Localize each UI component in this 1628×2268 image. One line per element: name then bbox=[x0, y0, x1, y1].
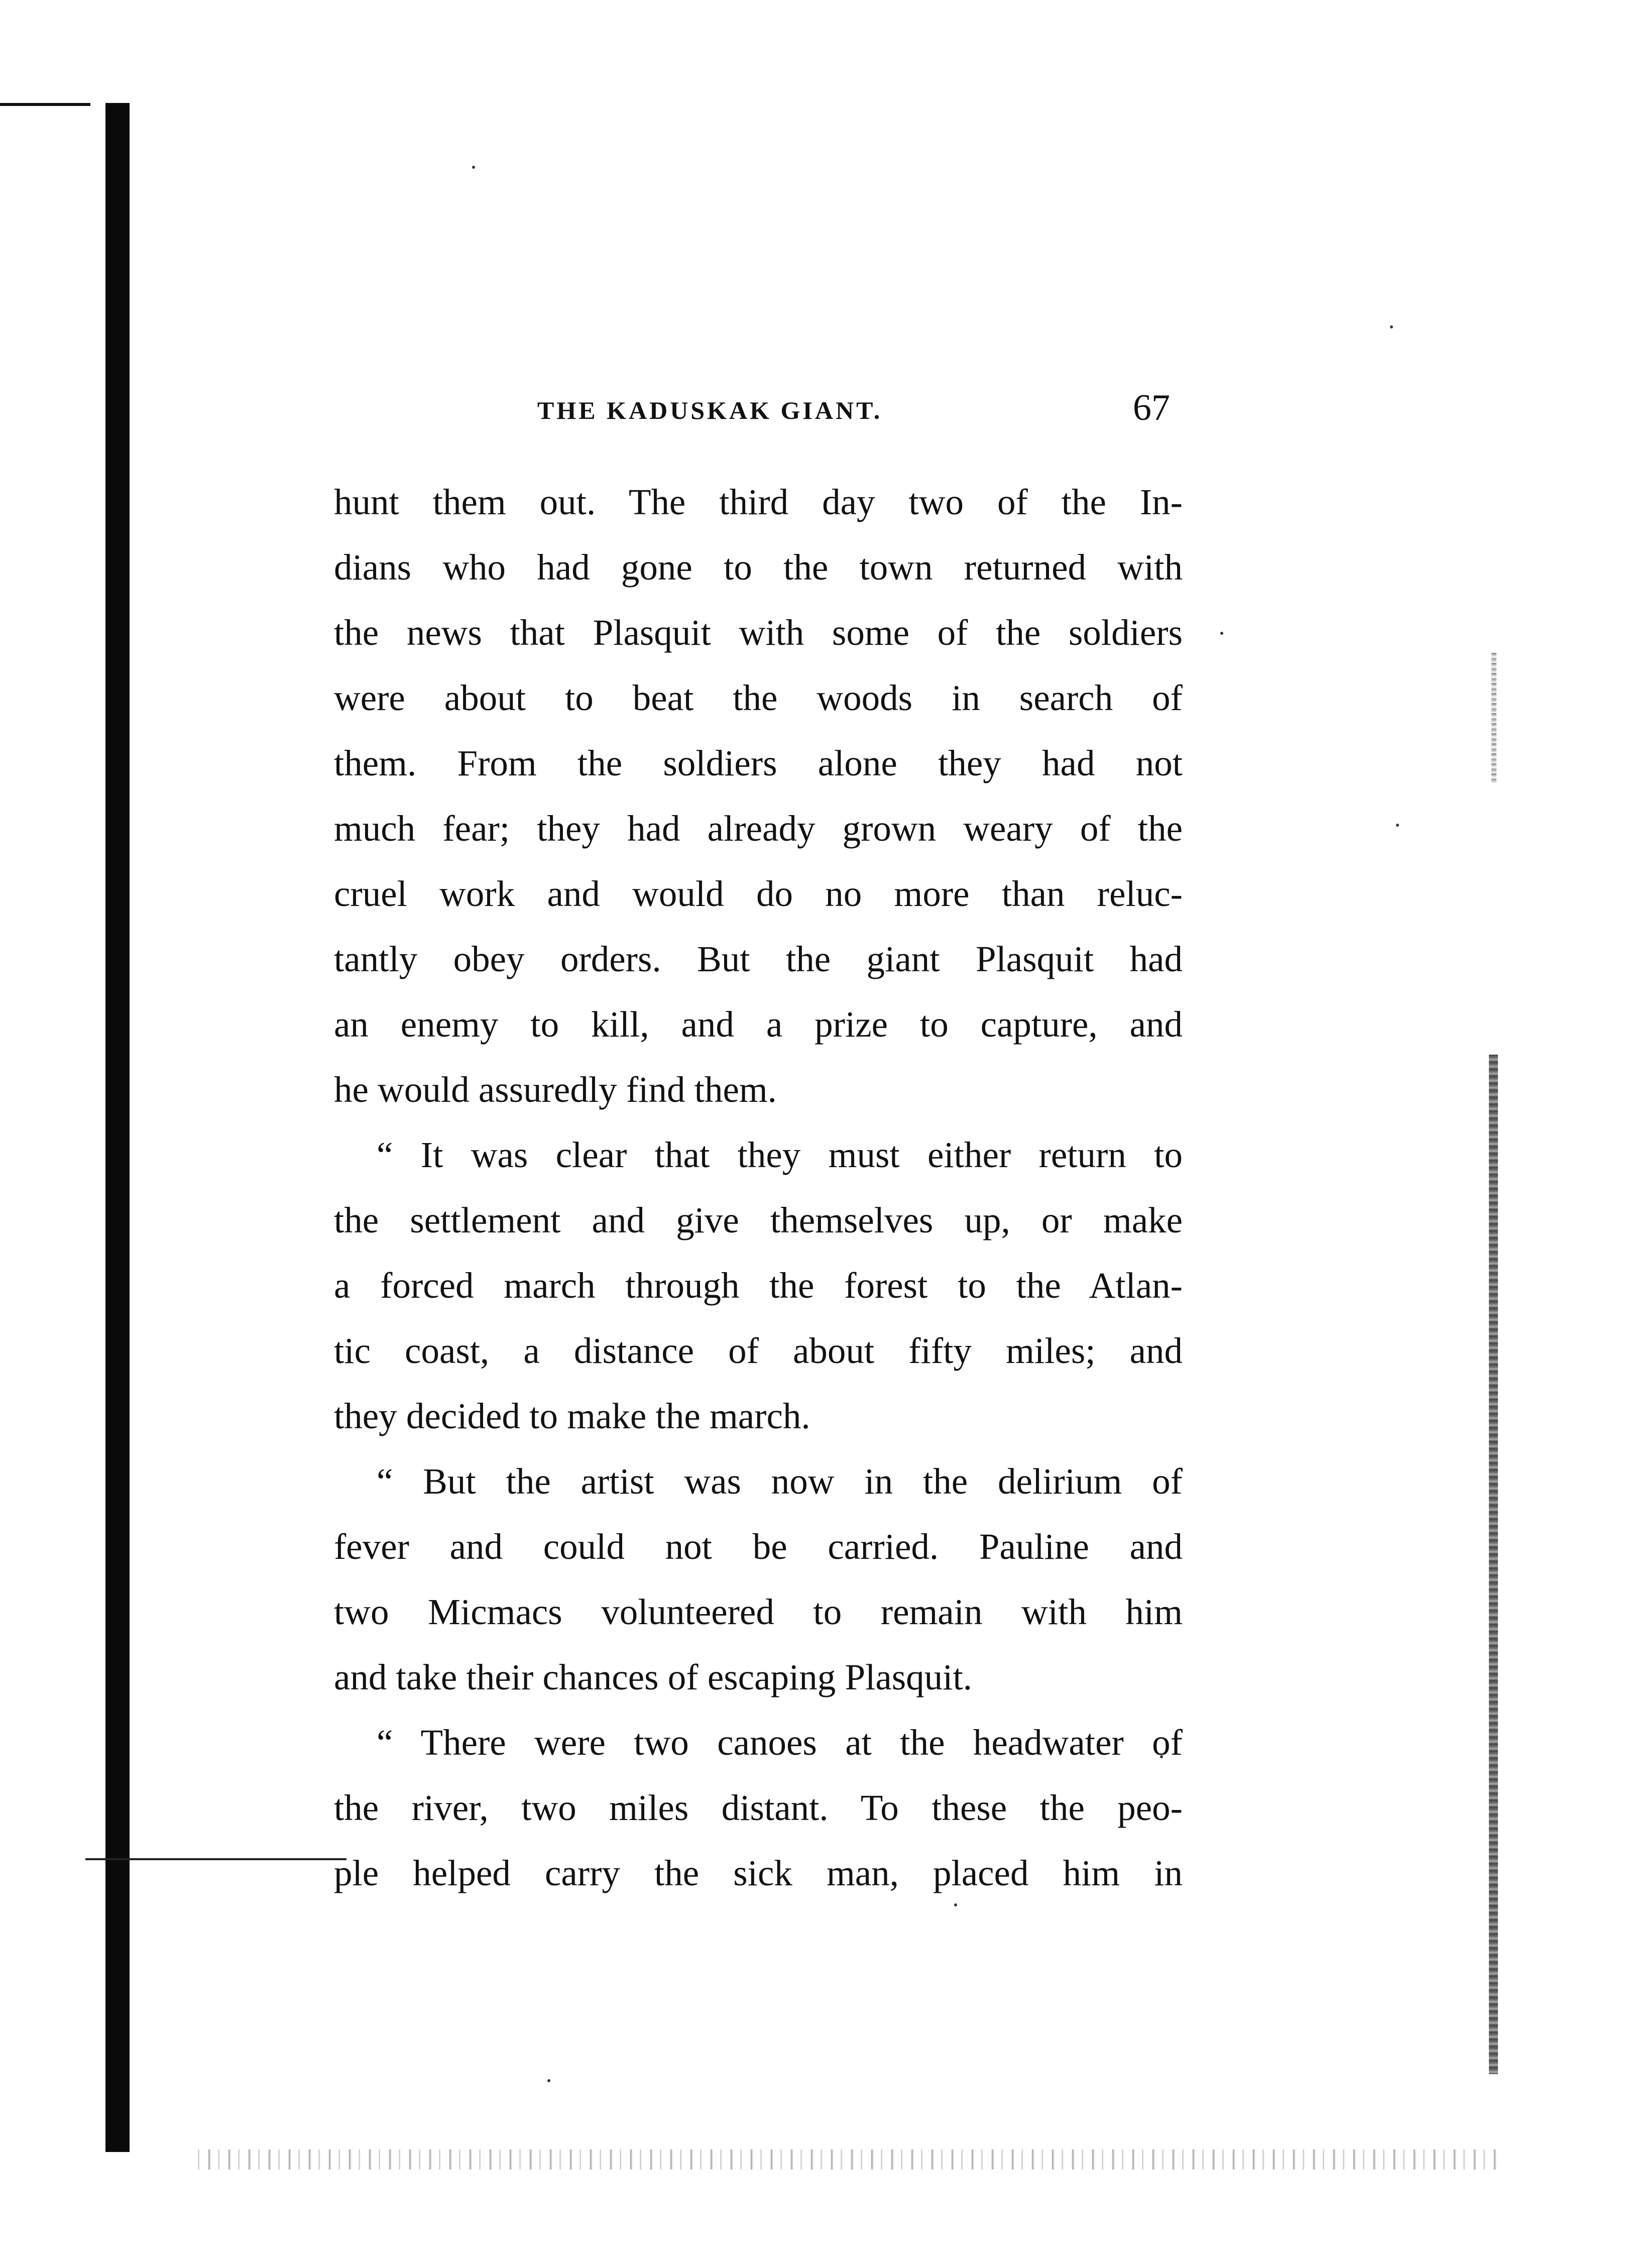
page-edge-lower bbox=[1489, 1055, 1498, 2074]
speck bbox=[1396, 824, 1399, 827]
text-line: tantly obey orders. But the giant Plasquit had bbox=[334, 939, 1183, 979]
running-header bbox=[537, 387, 1170, 437]
text-line: two Micmacs volunteered to remain with him bbox=[334, 1592, 1183, 1632]
text-line: the news that Plasquit with some of the soldiers bbox=[334, 612, 1183, 653]
speck bbox=[547, 2079, 550, 2082]
paragraph-end-line: they decided to make the march. bbox=[334, 1396, 810, 1436]
text-line: them. From the soldiers alone they had not bbox=[334, 743, 1183, 783]
paragraph-start-line: “ There were two canoes at the headwater of bbox=[377, 1722, 1183, 1763]
text-line: the river, two miles distant. To these the peo- bbox=[334, 1787, 1183, 1828]
page-edge-upper bbox=[1491, 653, 1496, 783]
paragraph-end-line: and take their chances of escaping Plasquit. bbox=[334, 1657, 972, 1697]
text-line: hunt them out. The third day two of the In- bbox=[334, 482, 1183, 522]
speck bbox=[472, 166, 475, 169]
paragraph-start-line: “ It was clear that they must either return to bbox=[377, 1135, 1183, 1175]
text-line: ple helped carry the sick man, placed him in bbox=[334, 1853, 1183, 1893]
text-line: fever and could not be carried. Pauline and bbox=[334, 1526, 1183, 1567]
text-line: tic coast, a distance of about fifty miles; and bbox=[334, 1330, 1183, 1371]
page-number: 67 bbox=[1133, 387, 1170, 428]
text-line: a forced march through the forest to the Atlan- bbox=[334, 1265, 1183, 1306]
running-title: THE KADUSKAK GIANT. bbox=[537, 396, 883, 424]
bottom-speckle bbox=[191, 2149, 1496, 2170]
paragraph-start-line: “ But the artist was now in the delirium of bbox=[377, 1461, 1183, 1502]
binding-top-rule bbox=[0, 103, 90, 106]
text-line: much fear; they had already grown weary of the bbox=[334, 808, 1183, 849]
text-line: dians who had gone to the town returned with bbox=[334, 547, 1183, 588]
body-text bbox=[334, 470, 1183, 1906]
text-line: cruel work and would do no more than reluc- bbox=[334, 873, 1183, 914]
paragraph-end-line: he would assuredly find them. bbox=[334, 1069, 777, 1110]
binding-shadow bbox=[105, 103, 130, 2152]
binding-mid-rule bbox=[85, 1858, 346, 1860]
text-line: the settlement and give themselves up, or make bbox=[334, 1200, 1183, 1240]
speck bbox=[1220, 632, 1223, 635]
speck bbox=[1390, 325, 1393, 328]
text-line: were about to beat the woods in search of bbox=[334, 677, 1183, 718]
text-line: an enemy to kill, and a prize to capture, and bbox=[334, 1004, 1183, 1045]
